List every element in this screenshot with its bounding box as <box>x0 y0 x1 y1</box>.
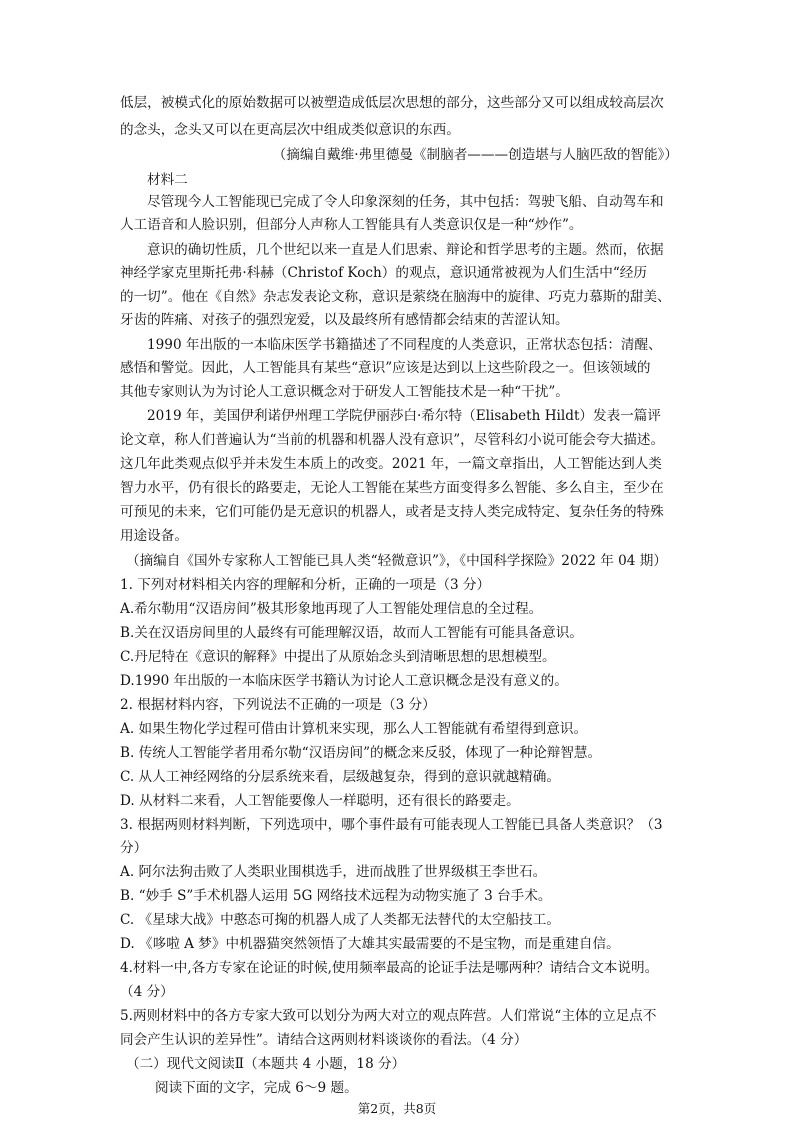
question-stem: 3. 根据两则材料判断，下列选项中，哪个事件最有可能表现人工智能已具备人类意识？（3 <box>120 817 663 833</box>
question-option: C. 从人工神经网络的分层系统来看，层级越复杂，得到的意识就越精确。 <box>120 769 560 785</box>
intro-line: 低层，被模式化的原始数据可以被塑造成低层次思想的部分，这些部分又可以组成较高层次 <box>120 95 664 111</box>
question-option: B. 传统人工智能学者用希尔勒“汉语房间”的概念来反驳，体现了一种论辩智慧。 <box>120 745 602 761</box>
source-citation: （摘编自《国外专家称人工智能已具人类“轻微意识”》，《中国科学探险》2022 年 04 期） <box>126 553 667 569</box>
paragraph-line: 智力水平，仍有很长的路要走，无论人工智能在某些方面变得多么智能、多么自主，至少在 <box>120 480 664 496</box>
question-stem: 2. 根据材料内容，下列说法不正确的一项是（3 分） <box>120 697 436 713</box>
question-stem: 1. 下列对材料相关内容的理解和分析，正确的一项是（3 分） <box>120 577 491 593</box>
section-heading: 材料二 <box>147 172 188 188</box>
question-stem: 5.两则材料中的各方专家大致可以划分为两大对立的观点阵营。人们常说“主体的立足点不 <box>120 1008 657 1024</box>
paragraph-line: 论文章，称人们普遍认为“当前的机器和机器人没有意识”，尽管科幻小说可能会夸大描述。 <box>120 432 665 448</box>
question-option: D.1990 年出版的一本临床医学书籍认为讨论人工意识概念是没有意义的。 <box>120 673 568 689</box>
source-citation: （摘编自戴维·弗里德曼《制脑者———创造堪与人脑匹敌的智能》） <box>272 147 678 163</box>
page-number: 第2页，共8页 <box>357 1101 437 1116</box>
question-stem: （4 分） <box>120 984 174 1000</box>
paragraph-line: 尽管现今人工智能现已完成了令人印象深刻的任务，其中包括：驾驶飞船、自动驾车和 <box>147 194 664 210</box>
paragraph-line: 其他专家则认为为讨论人工意识概念对于研发人工智能技术是一种“干扰”。 <box>120 384 569 400</box>
question-stem: 同会产生认识的差异性”。请结合这两则材料谈谈你的看法。（4 分） <box>120 1032 528 1048</box>
intro-line: 的念头，念头又可以在更高层次中组成类似意识的东西。 <box>120 122 460 138</box>
paragraph-line: 的一切”。他在《自然》杂志发表论文称，意识是萦绕在脑海中的旋律、巧克力慕斯的甜美、 <box>120 289 671 305</box>
paragraph-line: 可预见的未来，它们可能仍是无意识的机器人，或者是支持人类完成特定、复杂任务的特殊 <box>120 504 664 520</box>
paragraph-line: 用途设备。 <box>120 528 188 544</box>
question-option: A.希尔勒用“汉语房间”极其形象地再现了人工智能处理信息的全过程。 <box>120 601 543 617</box>
question-option: D. 从材料二来看，人工智能要像人一样聪明，还有很长的路要走。 <box>120 793 520 809</box>
paragraph-line: 人工语音和人脸识别，但部分人声称人工智能具有人类意识仅是一种“炒作”。 <box>120 217 583 233</box>
question-option: C. 《星球大战》中憨态可掬的机器人成了人类都无法替代的太空船技工。 <box>120 912 560 928</box>
question-option: B.关在汉语房间里的人最终有可能理解汉语，故而人工智能有可能具备意识。 <box>120 625 583 641</box>
question-option: C.丹尼特在《意识的解释》中提出了从原始念头到清晰思想的思想模型。 <box>120 649 556 665</box>
question-stem: 分） <box>120 840 148 856</box>
section-title: （二）现代文阅读Ⅱ（本题共 4 小题，18 分） <box>126 1056 406 1072</box>
paragraph-line: 感悟和警觉。因此，人工智能具有某些“意识”应该是达到以上这些阶段之一。但该领域的 <box>120 360 651 376</box>
paragraph-line: 1990 年出版的一本临床医学书籍描述了不同程度的人类意识，正常状态包括：清醒、 <box>147 337 662 353</box>
paragraph-line: 2019 年，美国伊利诺伊州理工学院伊丽莎白·希尔特（Elisabeth Hildt）发表一篇评 <box>147 408 661 424</box>
question-option: B. “妙手 S”手术机器人运用 5G 网络技术远程为动物实施了 3 台手术。 <box>120 888 552 904</box>
paragraph-line: 这几年此类观点似乎并未发生本质上的改变。2021 年，一篇文章指出，人工智能达到人类 <box>120 456 662 472</box>
question-stem: 4.材料一中,各方专家在论证的时候,使用频率最高的论证手法是哪两种？请结合文本说明。 <box>120 960 659 976</box>
section-instruction: 阅读下面的文字，完成 6～9 题。 <box>155 1080 358 1096</box>
question-option: A. 如果生物化学过程可借由计算机来实现，那么人工智能就有希望得到意识。 <box>120 721 588 737</box>
paragraph-line: 意识的确切性质，几个世纪以来一直是人们思索、辩论和哲学思考的主题。然而，依据 <box>147 242 664 258</box>
paragraph-line: 牙齿的阵痛、对孩子的强烈宠爱，以及最终所有感情都会结束的苦涩认知。 <box>120 312 569 328</box>
paragraph-line: 神经学家克里斯托弗·科赫（Christof Koch）的观点，意识通常被视为人们生活中“经历 <box>120 265 647 281</box>
question-option: A. 阿尔法狗击败了人类职业围棋选手，进而战胜了世界级棋王李世石。 <box>120 864 547 880</box>
question-option: D. 《哆啦 A 梦》中机器猫突然领悟了大雄其实最需要的不是宝物，而是重建自信。 <box>120 936 620 952</box>
